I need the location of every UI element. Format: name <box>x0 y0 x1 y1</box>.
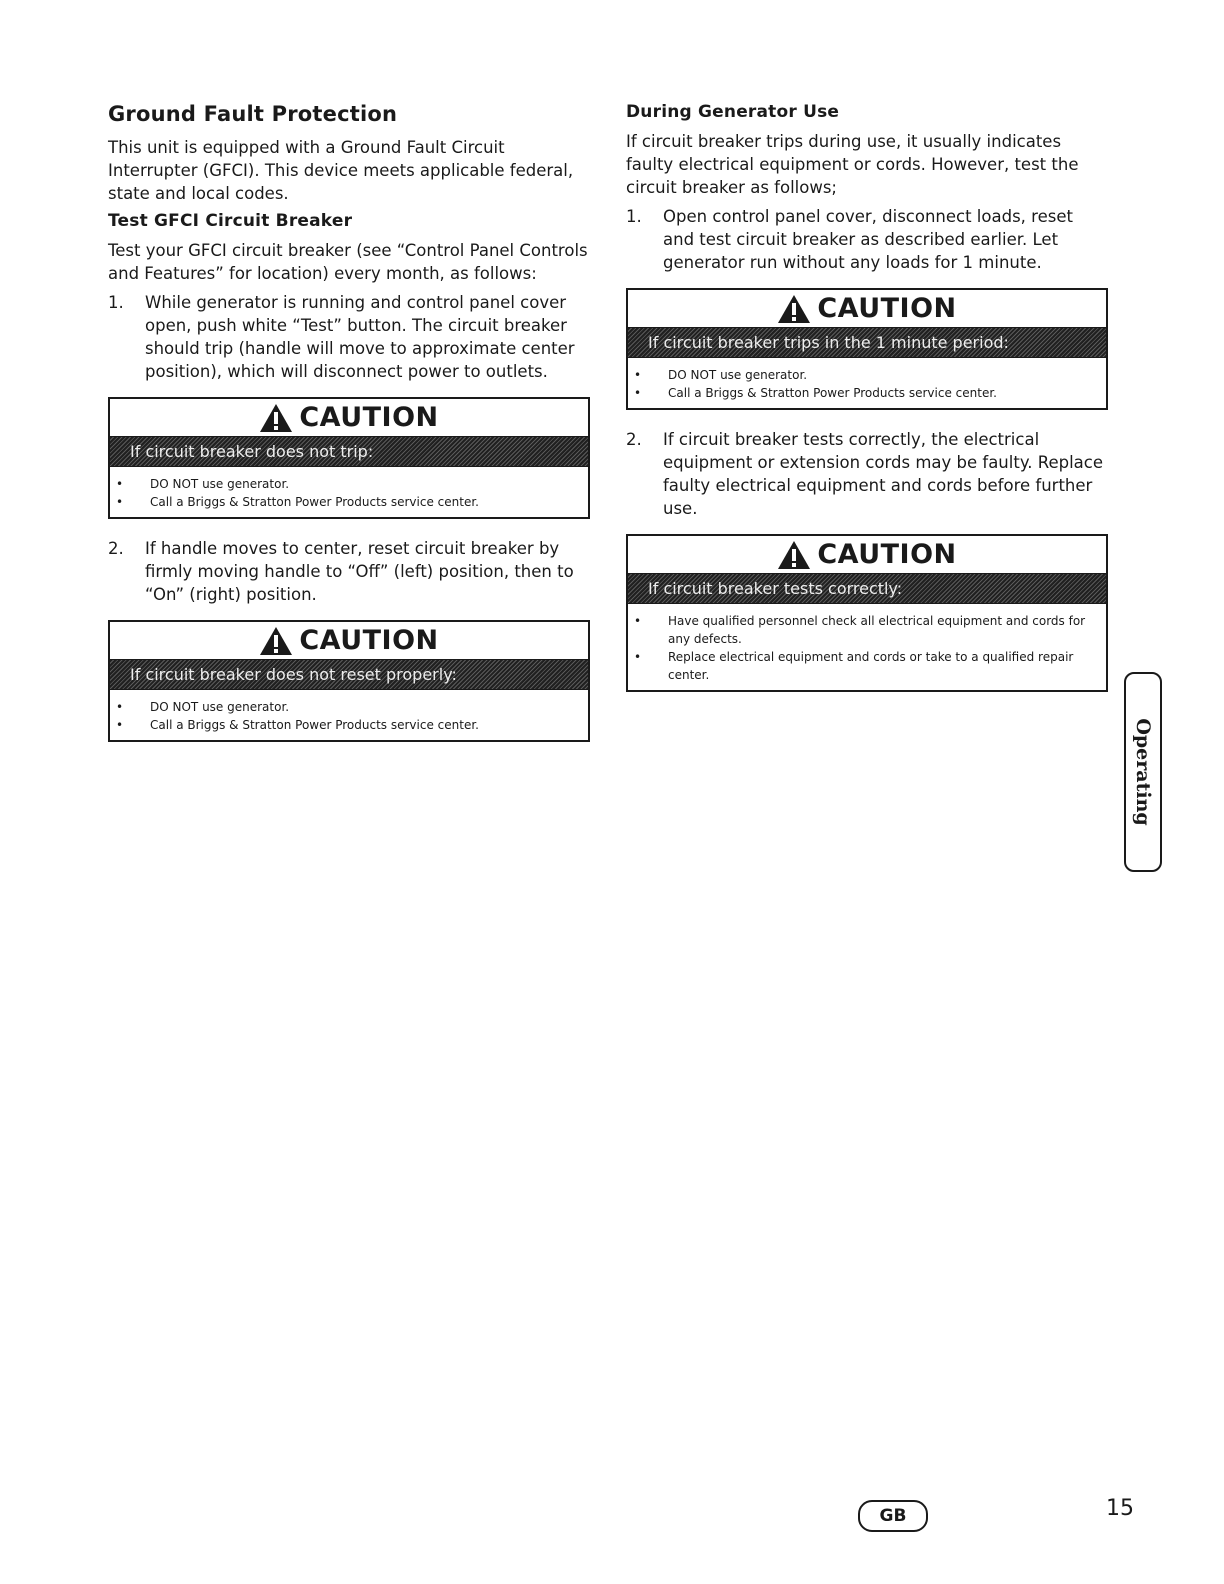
list-item <box>116 493 574 511</box>
step-number: 1. <box>626 207 642 226</box>
left-column <box>108 100 590 760</box>
list-item-text: DO NOT use generator. <box>668 368 808 382</box>
list-item-text: DO NOT use generator. <box>150 477 290 491</box>
caution-box <box>108 620 590 742</box>
caution-header <box>110 622 588 659</box>
bullet: • <box>116 495 124 509</box>
step-number: 1. <box>108 293 124 312</box>
list-item <box>116 716 574 734</box>
list-item <box>634 648 1092 684</box>
caution-heading: CAUTION <box>817 293 957 324</box>
step-number: 2. <box>108 539 124 558</box>
caution-list <box>628 358 1106 408</box>
list-item-text: Have qualified personnel check all electrical equipment and cords for any defects. <box>668 614 1086 646</box>
step-text: If circuit breaker tests correctly, the electrical equipment or extension cords may be faulty. Replace faulty electrical equipment and cords before further use. <box>663 430 1103 518</box>
page-number: 15 <box>1106 1496 1134 1521</box>
list-item-text: Replace electrical equipment and cords or take to a qualified repair center. <box>668 650 1074 682</box>
step-text: Open control panel cover, disconnect loads, reset and test circuit breaker as described earlier. Let generator run without any loads for 1 minute. <box>663 207 1073 272</box>
test-intro-paragraph: Test your GFCI circuit breaker (see “Control Panel Controls and Features” for location) every month, as follows: <box>108 241 588 283</box>
warning-triangle-icon <box>777 294 811 324</box>
section-title: Ground Fault Protection <box>108 102 398 126</box>
bullet: • <box>634 368 642 382</box>
caution-box <box>626 534 1108 692</box>
list-item-text: Call a Briggs & Stratton Power Products service center. <box>150 495 479 509</box>
warning-triangle-icon <box>259 626 293 656</box>
list-item <box>634 384 1092 402</box>
list-item <box>116 475 574 493</box>
bullet: • <box>116 718 124 732</box>
caution-header <box>110 399 588 436</box>
caution-header <box>628 536 1106 573</box>
list-item-text: Call a Briggs & Stratton Power Products service center. <box>150 718 479 732</box>
caution-heading: CAUTION <box>299 402 439 433</box>
warning-triangle-icon <box>259 403 293 433</box>
bullet: • <box>634 386 642 400</box>
caution-box <box>626 288 1108 410</box>
section-side-tab <box>1124 672 1162 872</box>
list-item <box>116 698 574 716</box>
step-2 <box>108 537 590 606</box>
caution-list <box>628 604 1106 690</box>
caution-header <box>628 290 1106 327</box>
bullet: • <box>634 650 642 664</box>
bullet: • <box>116 477 124 491</box>
intro-paragraph: If circuit breaker trips during use, it usually indicates faulty electrical equipment or cords. However, test the circuit breaker as follows; <box>626 132 1079 197</box>
language-badge: GB <box>858 1500 928 1532</box>
intro-paragraph: This unit is equipped with a Ground Fault Circuit Interrupter (GFCI). This device meets applicable federal, state and local codes. <box>108 138 574 203</box>
list-item-text: DO NOT use generator. <box>150 700 290 714</box>
step-text: If handle moves to center, reset circuit breaker by firmly moving handle to “Off” (left) position, then to “On” (right) position. <box>145 539 574 604</box>
caution-condition: If circuit breaker does not trip: <box>110 436 588 467</box>
caution-heading: CAUTION <box>817 539 957 570</box>
subsection-title: Test GFCI Circuit Breaker <box>108 211 353 231</box>
step-text: While generator is running and control panel cover open, push white “Test” button. The circuit breaker should trip (handle will move to approximate center position), which will disconnect power to outlets. <box>145 293 575 381</box>
caution-condition: If circuit breaker trips in the 1 minute period: <box>628 327 1106 358</box>
warning-triangle-icon <box>777 540 811 570</box>
right-column <box>626 100 1108 710</box>
list-item <box>634 366 1092 384</box>
caution-condition: If circuit breaker tests correctly: <box>628 573 1106 604</box>
step-1 <box>108 291 590 383</box>
caution-list <box>110 467 588 517</box>
list-item <box>634 612 1092 648</box>
list-item-text: Call a Briggs & Stratton Power Products service center. <box>668 386 997 400</box>
step-number: 2. <box>626 430 642 449</box>
caution-heading: CAUTION <box>299 625 439 656</box>
bullet: • <box>634 614 642 628</box>
caution-box <box>108 397 590 519</box>
caution-list <box>110 690 588 740</box>
step-2 <box>626 428 1108 520</box>
side-tab-label: Operating <box>1132 718 1154 826</box>
step-1 <box>626 205 1108 274</box>
bullet: • <box>116 700 124 714</box>
caution-condition: If circuit breaker does not reset properly: <box>110 659 588 690</box>
subsection-title: During Generator Use <box>626 102 840 122</box>
